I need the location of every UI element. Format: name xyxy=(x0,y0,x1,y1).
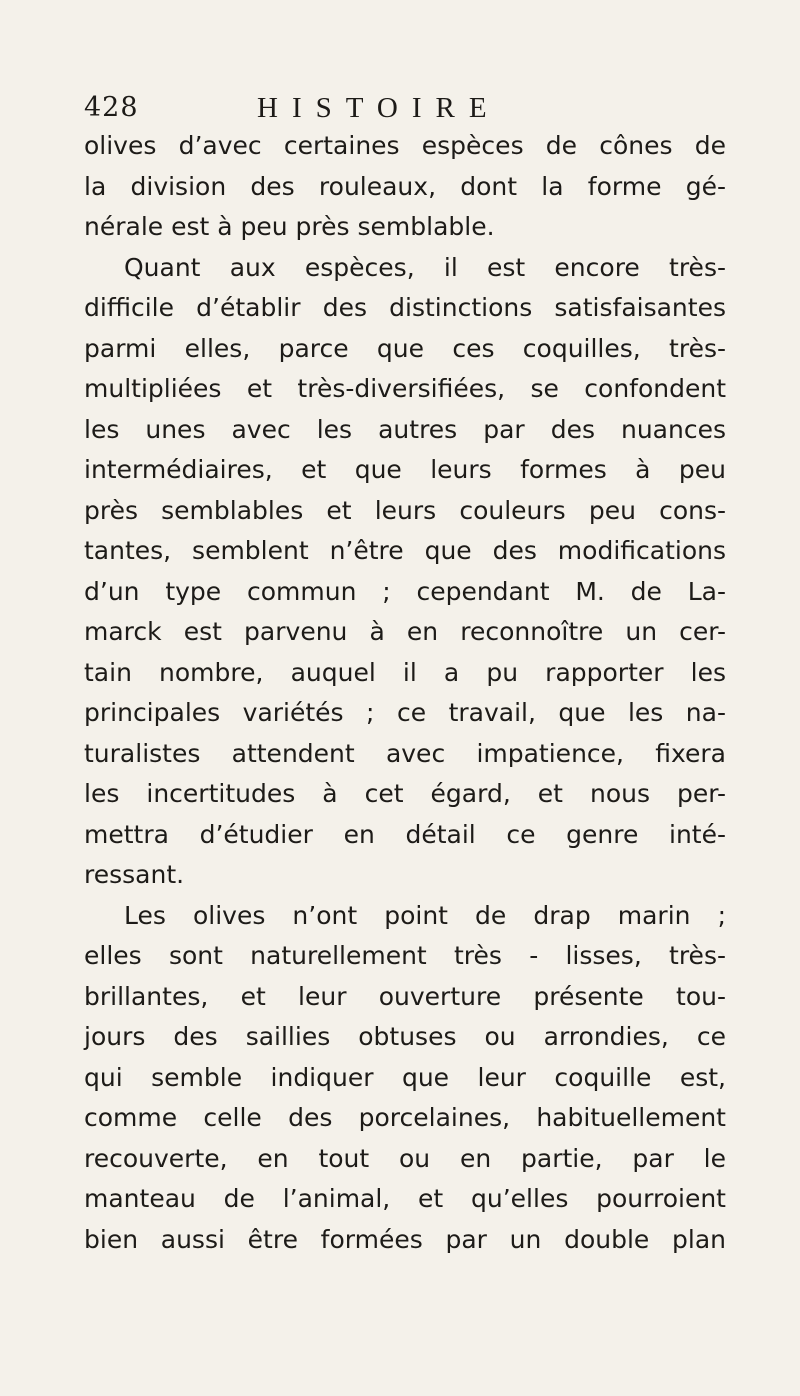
body-text xyxy=(84,126,726,1260)
text-line: près semblables et leurs couleurs peu cons- xyxy=(84,495,726,525)
text-line: turalistes attendent avec impatience, fixera xyxy=(84,738,726,768)
text-line: ressant. xyxy=(84,860,185,889)
text-line: la division des rouleaux, dont la forme gé- xyxy=(84,171,726,201)
text-line: intermédiaires, et que leurs formes à peu xyxy=(84,455,726,484)
text-line: marck est parvenu à en reconnoître un cer- xyxy=(84,617,726,646)
text-line: mettra d’étudier en détail ce genre inté- xyxy=(84,819,726,849)
text-line: qui semble indiquer que leur coquille est, xyxy=(84,1062,726,1092)
text-line: d’un type commun ; cependant M. de La- xyxy=(84,576,726,606)
paragraph-start-line: Les olives n’ont point de drap marin ; xyxy=(124,900,726,930)
text-line: principales variétés ; ce travail, que les na- xyxy=(84,698,726,727)
text-line: les unes avec les autres par des nuances xyxy=(84,414,726,444)
paragraph-start-line: Quant aux espèces, il est encore très- xyxy=(124,252,726,282)
text-line: difficile d’établir des distinctions satisfaisantes xyxy=(84,293,726,322)
text-line: recouverte, en tout ou en partie, par le xyxy=(84,1143,726,1173)
text-line: brillantes, et leur ouverture présente tou- xyxy=(84,981,726,1011)
text-line: manteau de l’animal, et qu’elles pourroient xyxy=(84,1184,726,1213)
text-line: tantes, semblent n’être que des modifications xyxy=(84,536,726,565)
text-line: bien aussi être formées par un double plan xyxy=(84,1224,726,1254)
text-line: nérale est à peu près semblable. xyxy=(84,212,495,241)
running-title: HISTOIRE xyxy=(257,92,501,124)
page-number: 428 xyxy=(84,92,139,123)
text-line: les incertitudes à cet égard, et nous per- xyxy=(84,779,726,808)
text-line: parmi elles, parce que ces coquilles, très- xyxy=(84,333,726,363)
text-line: comme celle des porcelaines, habituellement xyxy=(84,1103,726,1132)
text-line: multipliées et très-diversifiées, se confondent xyxy=(84,374,726,403)
text-line: olives d’avec certaines espèces de cônes de xyxy=(84,131,726,160)
text-line: jours des saillies obtuses ou arrondies, ce xyxy=(84,1022,726,1051)
text-line: elles sont naturellement très - lisses, très- xyxy=(84,941,726,970)
text-line: tain nombre, auquel il a pu rapporter les xyxy=(84,657,726,687)
